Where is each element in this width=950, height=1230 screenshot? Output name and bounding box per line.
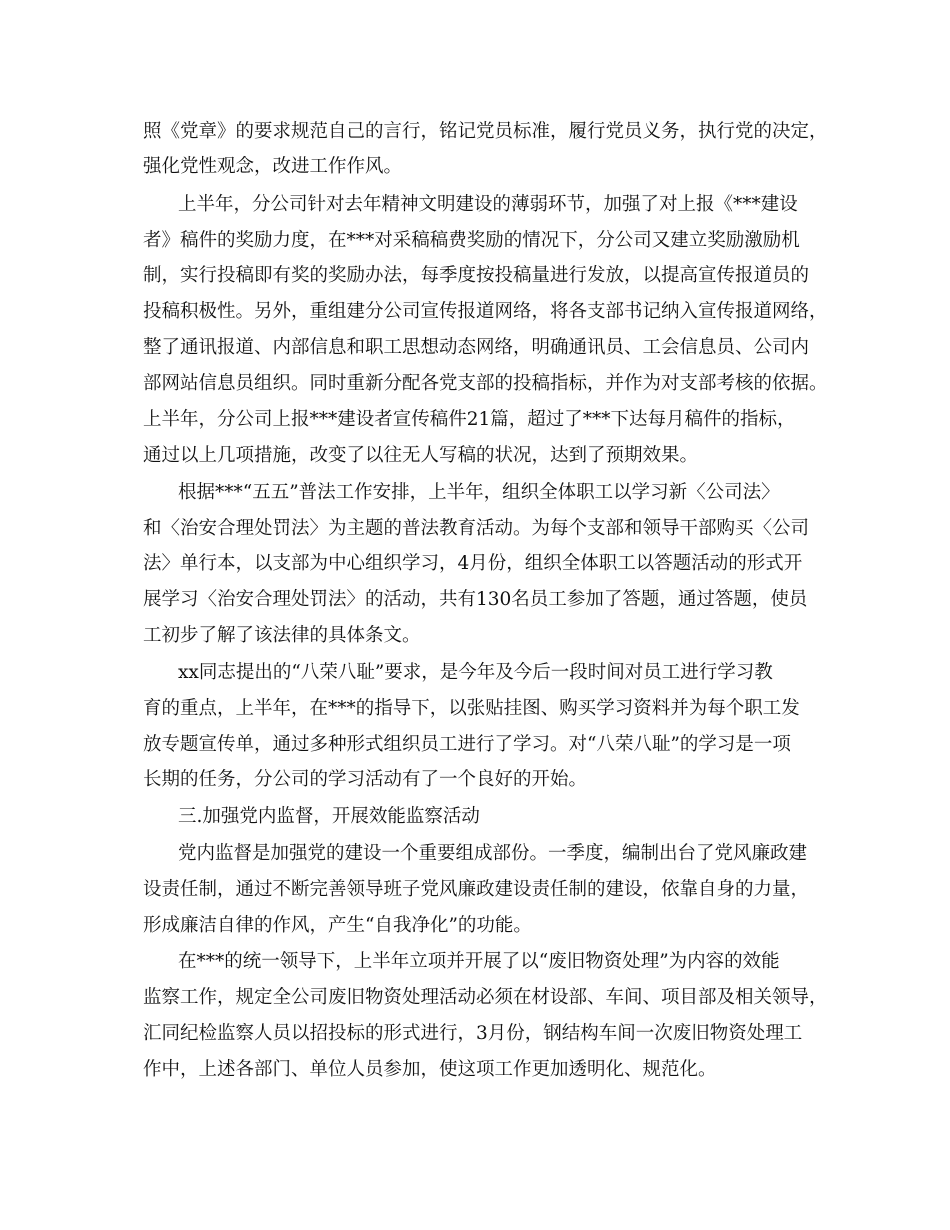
text-line: xx同志提出的“八荣八耻”要求，是今年及今后一段时间对员工进行学习教 [178,662,773,683]
text-line: 汇同纪检监察人员以招投标的形式进行，3月份，钢结构车间一次废旧物资处理工 [143,1023,803,1044]
text-line: 长期的任务，分公司的学习活动有了一个良好的开始。 [143,769,588,790]
text-line: 展学习〈治安合理处罚法〉的活动，共有130名员工参加了答题，通过答题，使员 [143,589,808,610]
text-line: 强化党性观念，改进工作作风。 [143,156,403,177]
text-line: 监察工作，规定全公司废旧物资处理活动必须在材设部、车间、项目部及相关领导， [143,987,828,1008]
text-line: 部网站信息员组织。同时重新分配各党支部的投稿指标，并作为对支部考核的依据。 [143,373,828,394]
text-line: 育的重点，上半年，在***的指导下，以张贴挂图、购买学习资料并为每个职工发 [143,698,800,719]
text-line: 投稿积极性。另外，重组建分公司宣传报道网络，将各支部书记纳入宣传报道网络， [143,301,828,322]
text-line: 法〉单行本，以支部为中心组织学习，4月份，组织全体职工以答题活动的形式开 [143,553,803,574]
text-line: 作中，上述各部门、单位人员参加，使这项工作更加透明化、规范化。 [143,1059,717,1080]
text-line: 放专题宣传单，通过多种形式组织员工进行了学习。对“八荣八耻”的学习是一项 [143,734,791,755]
text-line: 和〈治安合理处罚法〉为主题的普法教育活动。为每个支部和领导干部购买〈公司 [143,518,810,539]
text-line: 整了通讯报道、内部信息和职工思想动态网络，明确通讯员、工会信息员、公司内 [143,337,810,358]
text-line: 党内监督是加强党的建设一个重要组成部份。一季度，编制出台了党风廉政建 [178,843,808,864]
text-line: 制，实行投稿即有奖的奖励办法，每季度按投稿量进行发放，以提高宣传报道员的 [143,265,810,286]
text-line: 设责任制，通过不断完善领导班子党风廉政建设责任制的建设，依靠自身的力量， [143,879,810,900]
text-line: 通过以上几项措施，改变了以往无人写稿的状况，达到了预期效果。 [143,445,699,466]
text-line: 根据***“五五”普法工作安排，上半年，组织全体职工以学习新〈公司法〉 [178,482,780,503]
text-line: 形成廉洁自律的作风，产生“自我净化”的功能。 [143,915,532,936]
text-line: 工初步了解了该法律的具体条文。 [143,625,421,646]
text-line: 在***的统一领导下，上半年立项并开展了以“废旧物资处理”为内容的效能 [178,951,780,972]
text-line: 上半年，分公司上报***建设者宣传稿件21篇，超过了***下达每月稿件的指标， [143,409,796,430]
section-heading: 三.加强党内监督，开展效能监察活动 [178,806,480,827]
text-line: 者》稿件的奖励力度，在***对采稿稿费奖励的情况下，分公司又建立奖励激励机 [143,230,800,251]
text-line: 上半年，分公司针对去年精神文明建设的薄弱环节，加强了对上报《***建设 [178,194,798,215]
text-line: 照《党章》的要求规范自己的言行，铭记党员标准，履行党员义务，执行党的决定， [143,121,828,142]
